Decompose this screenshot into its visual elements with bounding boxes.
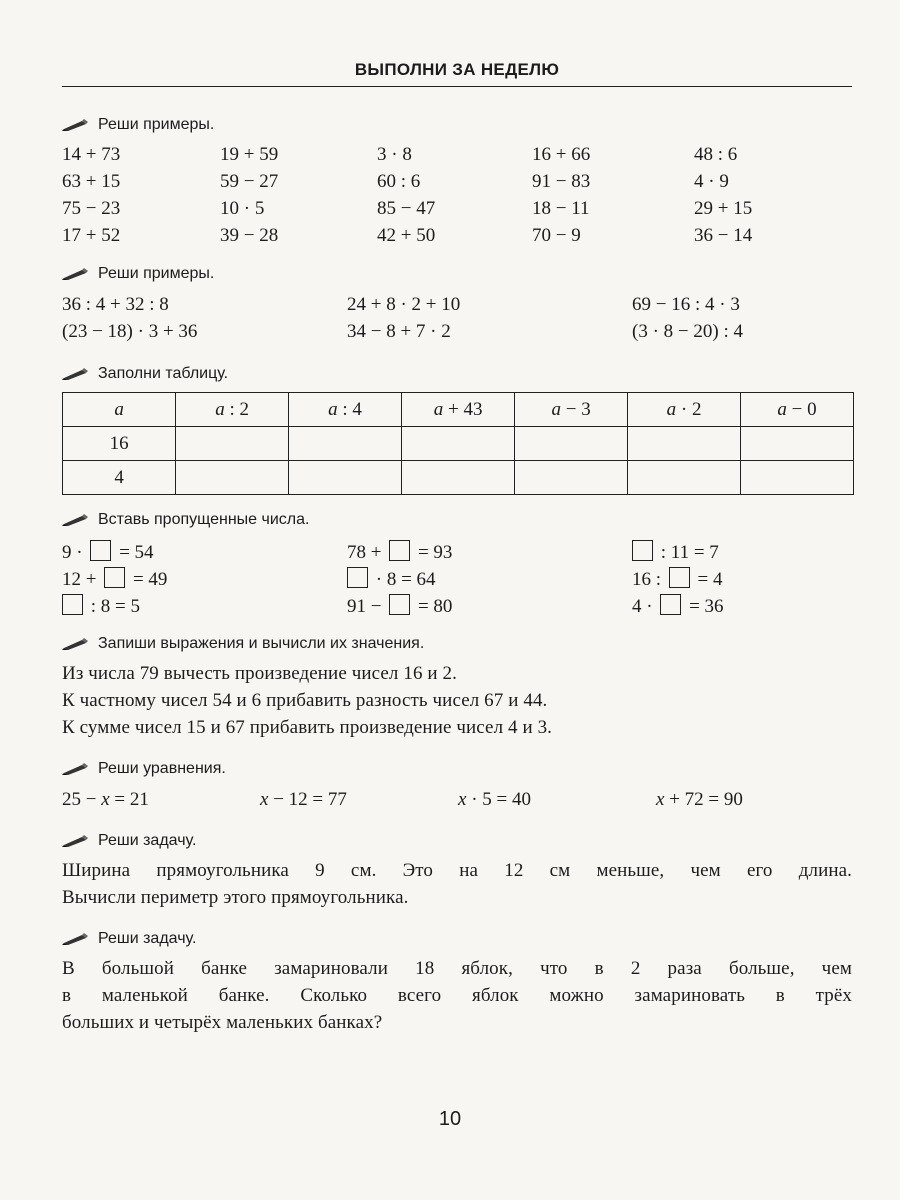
task-8-title	[62, 930, 196, 948]
example-item: 34 − 8 + 7 · 2	[347, 321, 451, 342]
task-8-line: больших и четырёх маленьких банках?	[62, 1012, 383, 1033]
task-8-line: В большой банке замариновали 18 яблок, что в 2 раза больше, чем	[62, 958, 852, 979]
example-item: 29 + 15	[694, 198, 753, 219]
task-7-title	[62, 832, 196, 850]
task-8-line: в маленькой банке. Сколько всего яблок можно замариновать в трёх	[62, 985, 852, 1006]
equation-item: x · 5 = 40	[458, 789, 531, 810]
example-item: 18 − 11	[532, 198, 590, 219]
example-item: 59 − 27	[220, 171, 279, 192]
table-value-cell: 16	[63, 427, 176, 461]
answer-cell[interactable]	[289, 427, 402, 461]
table-header-cell: a − 0	[741, 393, 854, 427]
task-title-text: Запиши выражения и вычисли их значения.	[98, 635, 425, 652]
answer-box[interactable]	[632, 540, 653, 561]
answer-cell[interactable]	[402, 461, 515, 495]
table-value-cell: 4	[63, 461, 176, 495]
example-item: 17 + 52	[62, 225, 121, 246]
example-item: 39 − 28	[220, 225, 279, 246]
example-item: 36 : 4 + 32 : 8	[62, 294, 169, 315]
task-7-line: Вычисли периметр этого прямоугольника.	[62, 887, 409, 908]
missing-number-item: 12 + = 49	[62, 569, 168, 590]
pencil-icon	[62, 932, 90, 946]
task-title-text: Реши задачу.	[98, 832, 197, 849]
example-item: 48 : 6	[694, 144, 738, 165]
answer-cell[interactable]	[741, 427, 854, 461]
example-item: 42 + 50	[377, 225, 436, 246]
pencil-icon	[62, 367, 90, 381]
pencil-icon	[62, 267, 90, 281]
header-rule	[62, 86, 852, 87]
equation-item: x − 12 = 77	[260, 789, 347, 810]
example-item: 75 − 23	[62, 198, 121, 219]
answer-cell[interactable]	[515, 461, 628, 495]
example-item: 4 · 9	[694, 171, 729, 192]
missing-number-item: : 11 = 7	[632, 540, 719, 564]
answer-cell[interactable]	[176, 427, 289, 461]
answer-cell[interactable]	[176, 461, 289, 495]
answer-box[interactable]	[389, 540, 410, 561]
example-item: 14 + 73	[62, 144, 121, 165]
table-header-row	[63, 393, 854, 427]
task-4-title	[62, 511, 309, 529]
table-header-cell: a · 2	[628, 393, 741, 427]
example-item: 10 · 5	[220, 198, 265, 219]
missing-number-item: 4 · = 36	[632, 596, 724, 617]
example-item: 24 + 8 · 2 + 10	[347, 294, 461, 315]
example-item: 69 − 16 : 4 · 3	[632, 294, 740, 315]
table-header-cell: a : 4	[289, 393, 402, 427]
example-item: 85 − 47	[377, 198, 436, 219]
task-title-text: Реши задачу.	[98, 930, 197, 947]
missing-number-item: 9 · = 54	[62, 542, 154, 563]
pencil-icon	[62, 762, 90, 776]
answer-box[interactable]	[62, 594, 83, 615]
answer-cell[interactable]	[628, 461, 741, 495]
answer-cell[interactable]	[289, 461, 402, 495]
example-item: 70 − 9	[532, 225, 581, 246]
example-item: 3 · 8	[377, 144, 412, 165]
task-title-text: Реши примеры.	[98, 116, 215, 133]
missing-number-item: 91 − = 80	[347, 596, 453, 617]
task-1-title	[62, 116, 214, 134]
example-item: (23 − 18) · 3 + 36	[62, 321, 198, 342]
equation-item: x + 72 = 90	[656, 789, 743, 810]
example-item: (3 · 8 − 20) : 4	[632, 321, 743, 342]
example-item: 19 + 59	[220, 144, 279, 165]
missing-number-item: · 8 = 64	[347, 567, 436, 591]
pencil-icon	[62, 513, 90, 527]
task-title-text: Заполни таблицу.	[98, 365, 229, 382]
task-title-text: Вставь пропущенные числа.	[98, 511, 310, 528]
pencil-icon	[62, 637, 90, 651]
answer-box[interactable]	[104, 567, 125, 588]
task-3-title	[62, 365, 228, 383]
answer-box[interactable]	[90, 540, 111, 561]
table-row	[63, 461, 854, 495]
equation-item: 25 − x = 21	[62, 789, 149, 810]
task-5-line: Из числа 79 вычесть произведение чисел 16 и 2.	[62, 663, 457, 684]
missing-number-item: 16 : = 4	[632, 569, 723, 590]
answer-box[interactable]	[389, 594, 410, 615]
answer-box[interactable]	[347, 567, 368, 588]
task-5-line: К частному чисел 54 и 6 прибавить разность чисел 67 и 44.	[62, 690, 548, 711]
answer-cell[interactable]	[628, 427, 741, 461]
answer-box[interactable]	[669, 567, 690, 588]
example-item: 91 − 83	[532, 171, 591, 192]
example-item: 63 + 15	[62, 171, 121, 192]
task-2-title	[62, 265, 214, 283]
fill-table	[62, 392, 854, 495]
answer-cell[interactable]	[515, 427, 628, 461]
table-row	[63, 427, 854, 461]
table-header-cell: a − 3	[515, 393, 628, 427]
pencil-icon	[62, 834, 90, 848]
example-item: 60 : 6	[377, 171, 421, 192]
answer-cell[interactable]	[402, 427, 515, 461]
missing-number-item: 78 + = 93	[347, 542, 453, 563]
answer-box[interactable]	[660, 594, 681, 615]
task-7-line: Ширина прямоугольника 9 см. Это на 12 см меньше, чем его длина.	[62, 860, 852, 881]
page-number: 10	[438, 1108, 462, 1130]
page-header: ВЫПОЛНИ ЗА НЕДЕЛЮ	[354, 60, 560, 79]
task-5-line: К сумме чисел 15 и 67 прибавить произведение чисел 4 и 3.	[62, 717, 553, 738]
task-5-title	[62, 635, 424, 653]
answer-cell[interactable]	[741, 461, 854, 495]
task-title-text: Реши примеры.	[98, 265, 215, 282]
pencil-icon	[62, 118, 90, 132]
task-title-text: Реши уравнения.	[98, 760, 226, 777]
table-header-cell: a + 43	[402, 393, 515, 427]
task-6-title	[62, 760, 226, 778]
example-item: 36 − 14	[694, 225, 753, 246]
missing-number-item: : 8 = 5	[62, 594, 140, 618]
example-item: 16 + 66	[532, 144, 591, 165]
table-header-cell: a	[63, 393, 176, 427]
table-header-cell: a : 2	[176, 393, 289, 427]
